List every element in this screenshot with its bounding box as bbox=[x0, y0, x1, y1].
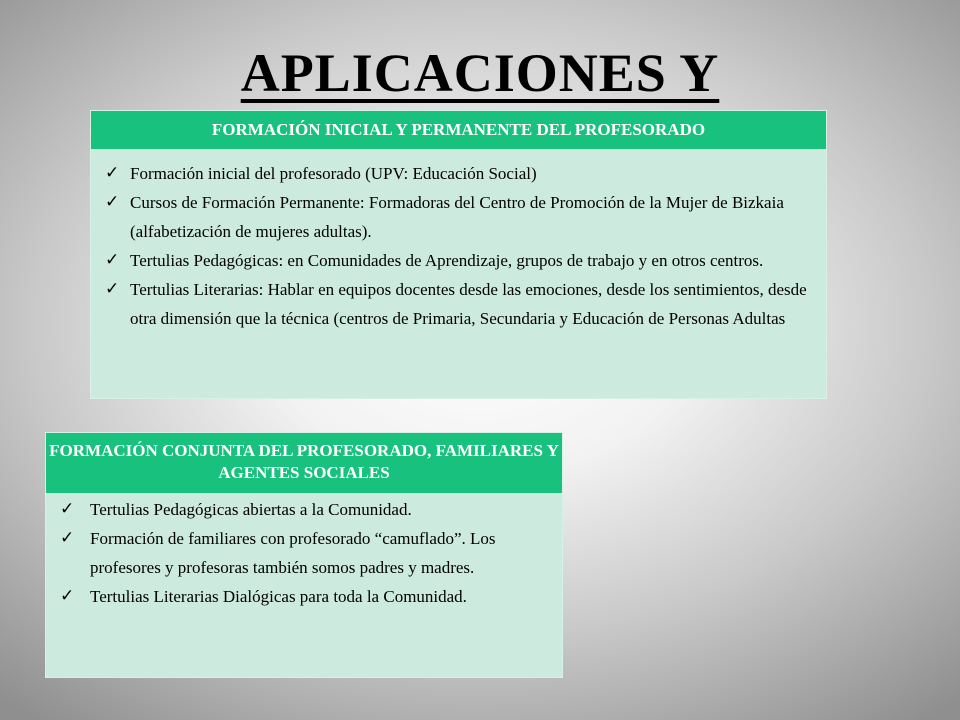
list-item bbox=[60, 495, 552, 524]
list-item-text: Formación inicial del profesorado (UPV: Educación Social) bbox=[130, 164, 537, 183]
list-item bbox=[105, 275, 814, 333]
list-item bbox=[105, 188, 814, 246]
check-icon: ✓ bbox=[60, 586, 75, 606]
panel-formacion-inicial bbox=[90, 110, 827, 399]
panel-header: FORMACIÓN CONJUNTA DEL PROFESORADO, FAMILIARES Y AGENTES SOCIALES bbox=[46, 433, 562, 493]
list-item bbox=[105, 159, 814, 188]
slide-title-text: APLICACIONES Y bbox=[240, 43, 720, 103]
list-item-text: Formación de familiares con profesorado “camuflado”. Los profesores y profesoras también somos padres y madres. bbox=[90, 529, 496, 577]
panel-formacion-conjunta bbox=[45, 432, 563, 678]
list-item bbox=[60, 524, 552, 582]
list-item-text: Tertulias Pedagógicas abiertas a la Comunidad. bbox=[90, 500, 412, 519]
check-icon: ✓ bbox=[105, 250, 120, 270]
check-icon: ✓ bbox=[105, 279, 120, 299]
check-icon: ✓ bbox=[105, 192, 120, 212]
check-icon: ✓ bbox=[60, 528, 75, 548]
list-item bbox=[60, 582, 552, 611]
list-item-text: Tertulias Pedagógicas: en Comunidades de Aprendizaje, grupos de trabajo y en otros centros. bbox=[130, 251, 764, 270]
list-item-text: Tertulias Literarias Dialógicas para toda la Comunidad. bbox=[90, 587, 467, 606]
check-icon: ✓ bbox=[105, 163, 120, 183]
slide-title bbox=[0, 42, 960, 104]
bullet-list bbox=[46, 493, 562, 611]
list-item-text: Tertulias Literarias: Hablar en equipos docentes desde las emociones, desde los sentimientos, desde otra dimensión que la técnica (centros de Primaria, Secundaria y Educación de Personas Adultas bbox=[130, 280, 807, 328]
bullet-list bbox=[91, 149, 826, 333]
check-icon: ✓ bbox=[60, 499, 75, 519]
panel-header: FORMACIÓN INICIAL Y PERMANENTE DEL PROFESORADO bbox=[91, 111, 826, 149]
list-item-text: Cursos de Formación Permanente: Formadoras del Centro de Promoción de la Mujer de Bizkaia (alfabetización de mujeres adultas). bbox=[130, 193, 784, 241]
list-item bbox=[105, 246, 814, 275]
